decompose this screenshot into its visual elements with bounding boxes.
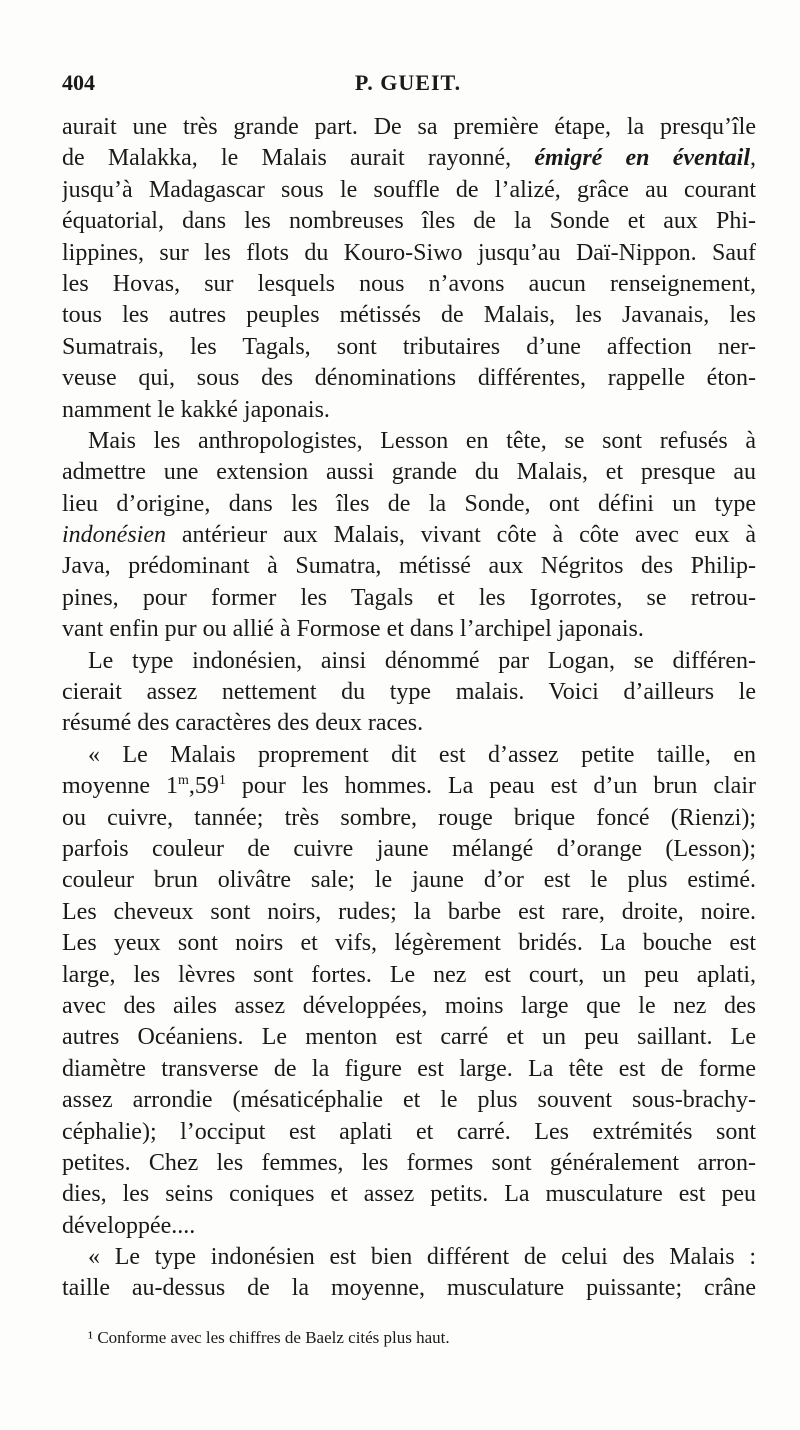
text-line: diamètre transverse de la figure est large. La tête est de forme: [62, 1055, 756, 1082]
text-line: Les cheveux sont noirs, rudes; la barbe est rare, droite, noire.: [62, 898, 756, 925]
text-line: Java, prédominant à Sumatra, métissé aux Négritos des Philip-: [62, 553, 756, 580]
text-line: large, les lèvres sont fortes. Le nez est court, un peu aplati,: [62, 961, 756, 988]
text-line: cierait assez nettement du type malais. Voici d’ailleurs le: [62, 679, 756, 706]
text-line: céphalie); l’occiput est aplati et carré. Les extrémités sont: [62, 1118, 756, 1145]
text-line: Mais les anthropologistes, Lesson en tête, se sont refusés à: [88, 427, 756, 454]
running-head: [62, 70, 754, 98]
text-line: « Le type indonésien est bien différent de celui des Malais :: [88, 1244, 756, 1271]
text-line: namment le kakké japonais.: [62, 396, 330, 423]
text-line: pines, pour former les Tagals et les Igorrotes, se retrou-: [62, 584, 756, 611]
text-line: Sumatrais, les Tagals, sont tributaires d’une affection ner-: [62, 333, 756, 360]
text-line: dies, les seins coniques et assez petits. La musculature est peu: [62, 1181, 756, 1208]
text-line: aurait une très grande part. De sa première étape, la presqu’île: [62, 114, 756, 140]
text-line: moyenne $1^m,59^1$ pour les hommes. La peau est d’un brun clair: [62, 773, 756, 800]
running-head-author: P. GUEIT.: [354, 70, 462, 95]
text-line: assez arrondie (mésaticéphalie et le plus souvent sous-brachy-: [62, 1087, 756, 1114]
body-text: [62, 112, 756, 1305]
text-line: résumé des caractères des deux races.: [62, 710, 424, 737]
text-line: parfois couleur de cuivre jaune mélangé d’orange (Lesson);: [62, 835, 756, 862]
text-line: indonésien antérieur aux Malais, vivant côte à côte avec eux à: [62, 522, 756, 549]
page-number: 404: [62, 70, 95, 95]
text-line: tous les autres peuples métissés de Malais, les Javanais, les: [62, 302, 756, 329]
text-line: autres Océaniens. Le menton est carré et un peu saillant. Le: [62, 1024, 756, 1051]
text-line: de Malakka, le Malais aurait rayonné, émigré en éventail,: [62, 145, 756, 172]
text-line: « Le Malais proprement dit est d’assez petite taille, en: [88, 741, 756, 768]
text-line: équatorial, dans les nombreuses îles de la Sonde et aux Phi-: [62, 208, 756, 235]
text-line: couleur brun olivâtre sale; le jaune d’or est le plus estimé.: [62, 867, 756, 894]
text-line: veuse qui, sous des dénominations différentes, rappelle éton-: [62, 365, 756, 392]
text-line: Le type indonésien, ainsi dénommé par Logan, se différen-: [88, 647, 756, 674]
text-line: admettre une extension aussi grande du Malais, et presque au: [62, 459, 756, 486]
text-line: ou cuivre, tannée; très sombre, rouge brique foncé (Rienzi);: [62, 804, 756, 831]
text-line: Les yeux sont noirs et vifs, légèrement bridés. La bouche est: [62, 930, 756, 957]
text-line: lieu d’origine, dans les îles de la Sonde, ont défini un type: [62, 490, 756, 517]
text-line: vant enfin pur ou allié à Formose et dans l’archipel japonais.: [62, 616, 644, 643]
text-line: développée....: [62, 1212, 196, 1239]
text-line: taille au-dessus de la moyenne, musculature puissante; crâne: [62, 1275, 756, 1302]
text-line: avec des ailes assez développées, moins large que le nez des: [62, 992, 756, 1019]
text-line: petites. Chez les femmes, les formes sont généralement arron-: [62, 1149, 756, 1176]
text-line: lippines, sur les flots du Kouro-Siwo jusqu’au Daï-Nippon. Sauf: [62, 239, 756, 266]
text-line: jusqu’à Madagascar sous le souffle de l’alizé, grâce au courant: [62, 176, 756, 203]
footnote: ¹ Conforme avec les chiffres de Baelz cités plus haut.: [88, 1328, 450, 1347]
text-line: les Hovas, sur lesquels nous n’avons aucun renseignement,: [62, 270, 756, 297]
